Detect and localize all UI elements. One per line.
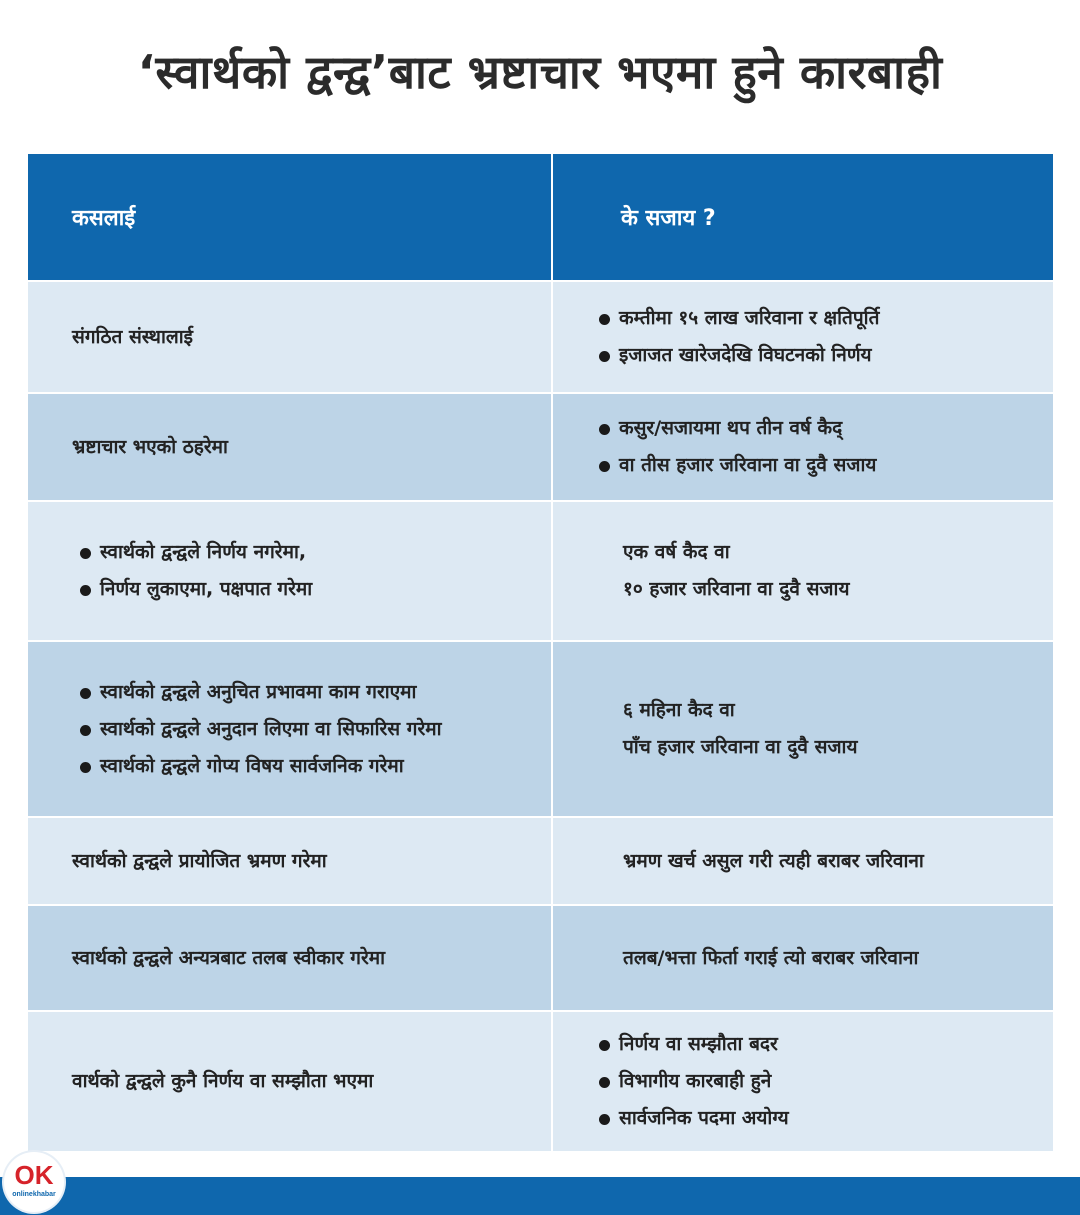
cell-penalty [552,281,1053,393]
cell-line: भ्रमण खर्च असुल गरी त्यही बराबर जरिवाना [623,849,924,872]
onlinekhabar-logo [4,1152,64,1212]
table-row [28,393,1053,501]
page-title: ‘स्वार्थको द्वन्द्व’बाट भ्रष्टाचार भएमा हुने कारबाही [137,45,943,99]
cell-who [28,501,552,641]
penalty-table [28,154,1053,1151]
bullet-item: स्वार्थको द्वन्द्वले निर्णय नगरेमा, [80,534,541,571]
bullet-item: सार्वजनिक पदमा अयोग्य [599,1100,1043,1137]
table-row [28,1011,1053,1151]
cell-who [28,393,552,501]
cell-line: वार्थको द्वन्द्वले कुनै निर्णय वा सम्झौता भएमा [72,1070,374,1092]
table-row [28,501,1053,641]
logo-mark: OK [14,1160,54,1190]
cell-penalty [552,393,1053,501]
table-row [28,641,1053,817]
table-row [28,817,1053,905]
cell-line: एक वर्ष कैद वा [623,541,730,563]
cell-who [28,817,552,905]
bullet-item: निर्णय वा सम्झौता बदर [599,1026,1043,1063]
table-row [28,281,1053,393]
table-header-row [28,154,1053,281]
table-body [28,281,1053,1151]
cell-line: तलब/भत्ता फिर्ता गराई त्यो बराबर जरिवाना [623,946,919,969]
bullet-item: इजाजत खारेजदेखि विघटनको निर्णय [599,337,1043,374]
bullet-item: वा तीस हजार जरिवाना वा दुवै सजाय [599,447,1043,484]
footer-bar [0,1177,1080,1215]
cell-penalty [552,501,1053,641]
bullet-item: स्वार्थको द्वन्द्वले अनुचित प्रभावमा काम गराएमा [80,674,541,711]
bullet-item: कसुर/सजायमा थप तीन वर्ष कैद् [599,410,1043,447]
cell-line: संगठित संस्थालाई [72,325,193,348]
cell-penalty [552,1011,1053,1151]
column-header-penalty: के सजाय ? [552,154,1053,281]
bullet-item: स्वार्थको द्वन्द्वले गोप्य विषय सार्वजनिक गरेमा [80,748,541,785]
cell-who [28,1011,552,1151]
column-header-who: कसलाई [28,154,552,281]
bullet-item: विभागीय कारबाही हुने [599,1063,1043,1100]
bullet-item: कम्तीमा १५ लाख जरिवाना र क्षतिपूर्ति [599,300,1043,337]
cell-who [28,905,552,1011]
bullet-item: निर्णय लुकाएमा, पक्षपात गरेमा [80,571,541,608]
cell-line: १० हजार जरिवाना वा दुवै सजाय [623,578,850,600]
cell-line: स्वार्थको द्वन्द्वले प्रायोजित भ्रमण गरेमा [72,849,327,872]
cell-who [28,641,552,817]
cell-line: स्वार्थको द्वन्द्वले अन्यत्रबाट तलब स्वीकार गरेमा [72,946,386,969]
logo-text: onlinekhabar [12,1191,56,1198]
cell-penalty [552,905,1053,1011]
cell-penalty [552,641,1053,817]
table-row [28,905,1053,1011]
cell-line: पाँच हजार जरिवाना वा दुवै सजाय [623,736,858,758]
bullet-item: स्वार्थको द्वन्द्वले अनुदान लिएमा वा सिफारिस गरेमा [80,711,541,748]
cell-line: ६ महिना कैद वा [623,699,735,721]
cell-line: भ्रष्टाचार भएको ठहरेमा [72,435,228,458]
cell-who [28,281,552,393]
cell-penalty [552,817,1053,905]
